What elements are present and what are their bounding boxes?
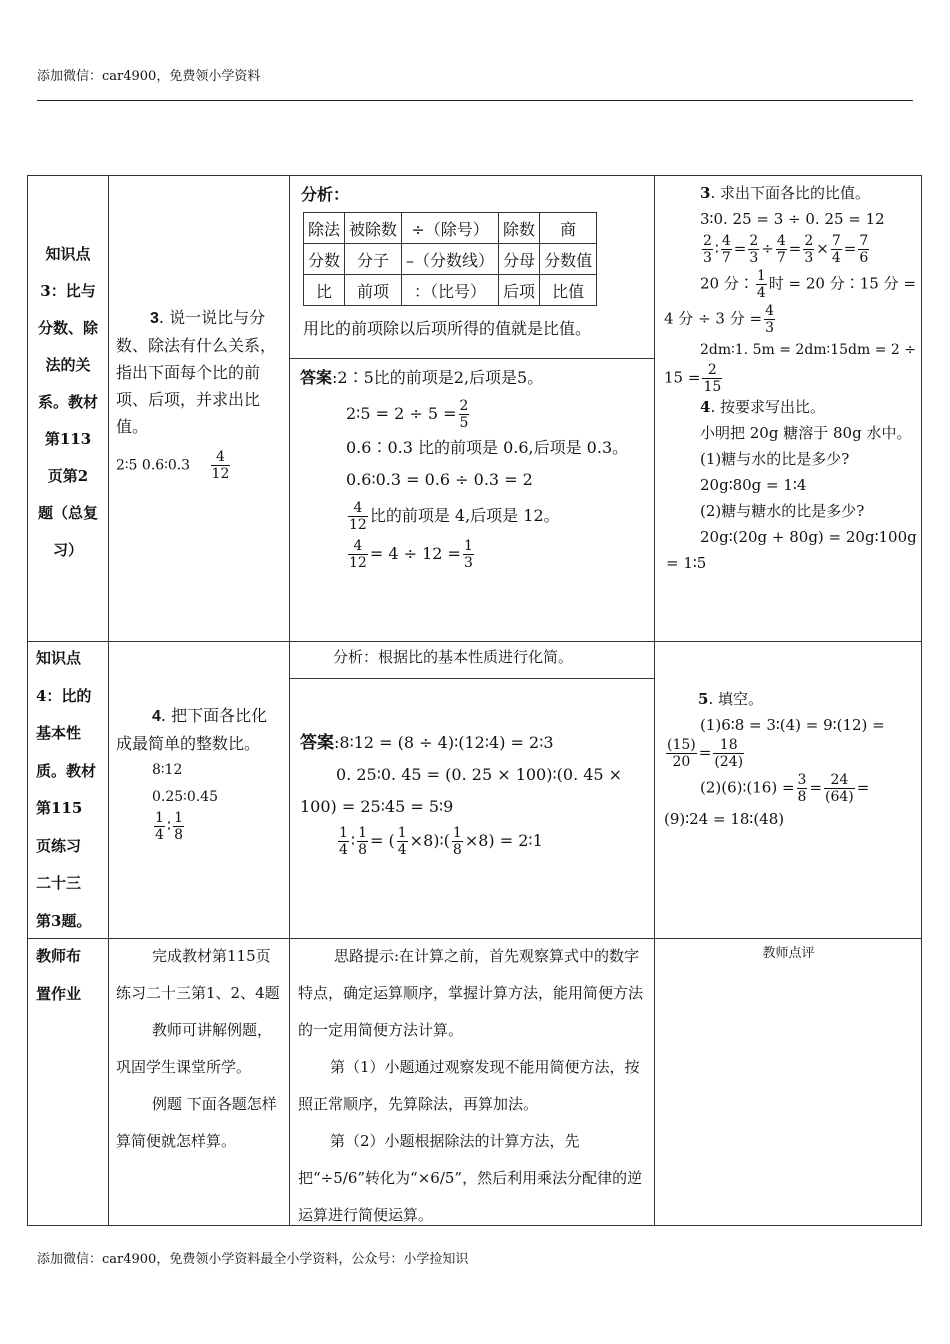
answer-3: 答案:2∶5比的前项是2,后项是5。 2∶5 = 2 ÷ 5 = $\frac{2}{5}$ 0.6∶0.3 比的前项是 0.6,后项是 0.3。 0.6∶0.3 = 0.6 ÷ 0.3 = 2 $\frac{4}{12}$ 比的前项是 4,后项是 12。 $\frac{4}{12}$ = 4 ÷ 12 = $\frac{1}{3}$ xyxy=(300,368,629,571)
col-divider-3 xyxy=(654,176,655,1225)
row-divider-1 xyxy=(28,641,921,642)
fraction: $\frac{2}{5}$ xyxy=(459,398,469,431)
answer-4: 答案:8∶12 = (8 ÷ 4)∶(12∶4) = 2∶3 0. 25∶0. 45 = (0. 25 × 100)∶(0. 45 × 100) = 25∶45 = 5∶9 $\frac{1}{4}$ ∶ $\frac{1}{8}$ = ( $\frac{1}{4}$ ×8)∶( $\frac{1}{8}$ ×8) = 2∶1 xyxy=(300,733,623,858)
teacher-evaluation: 教师点评 xyxy=(762,946,815,961)
sub-divider-2 xyxy=(289,678,654,679)
thinking-hints: 思路提示:在计算之前，首先观察算式中的数字特点，确定运算顺序，掌握计算方法，能用简便方法的一定用简便方法计算。 第（1）小题通过观察发现不能用简便方法，按照正常顺序，先算除法，再算加法。 第（2）小题根据除法的计算方法，先把“÷5/6”转化为“×6/5”，然后利用乘法分配律的逆运算进行简便运算。 xyxy=(298,947,644,1224)
knowledge-point-3: 知识点 3：比与 分数、除 法的关 系。教材 第113 页第2 题（总复 习） xyxy=(37,245,98,559)
knowledge-point-4: 知识点 4：比的 基本性 质。教材 第115 页练习 二十三 第3题。 xyxy=(36,649,97,930)
fraction: $\frac{4}{12}$ xyxy=(211,449,230,482)
col-divider-1 xyxy=(108,176,109,1225)
analysis-note: 用比的前项除以后项所得的值就是比值。 xyxy=(303,319,592,338)
analysis-4: 分析：根据比的基本性质进行化简。 xyxy=(333,648,574,666)
fraction: $\frac{1}{3}$ xyxy=(463,538,473,571)
question-3: 3. 说一说比与分数、除法有什么关系，指出下面每个比的前项、后项，并求出比值。 2∶5 0.6∶0.3 $\frac{4}{12}$ xyxy=(116,308,277,482)
homework-assignment: 完成教材第115页练习二十三第1、2、4题 教师可讲解例题，巩固学生课堂所学。 例题 下面各题怎样算简便就怎样算。 xyxy=(116,947,280,1150)
page-footer: 添加微信：car4900，免费领小学资料最全小学资料，公众号：小学捡知识 xyxy=(37,1252,469,1267)
header-divider xyxy=(37,100,913,101)
analysis-3: 分析： 除法 被除数 ÷（除号） 除数 商 分数 分子 –（分数线） 分母 分数值 比 前项 ：（比号） 后项 比值 用比的前项除以后项所得的值就是比值。 xyxy=(289,176,654,358)
fraction: $\frac{4}{12}$ xyxy=(349,500,367,533)
page-header: 添加微信：car4900，免费领小学资料 xyxy=(37,69,261,84)
fraction: $\frac{4}{12}$ xyxy=(349,538,367,571)
sub-divider-1 xyxy=(289,358,654,359)
question-4: 4. 把下面各比化成最简单的整数比。 8∶12 0.25∶0.45 $\frac{1}{4}$ ∶ $\frac{1}{8}$ xyxy=(116,706,268,843)
homework-label: 教师布 置作业 xyxy=(36,947,82,1003)
lesson-table xyxy=(27,175,922,1226)
practice-5: 5. 填空。 (1)6∶8 = 3∶(4) = 9∶(12) = $\frac{(15)}{20}$ = $\frac{18}{(24)}$ (2)(6)∶(16) = $\frac{3}{8}$ = $\frac{24}{(64)}$ = (9)∶24 = 18∶(48) xyxy=(664,690,885,828)
practice-3: 3. 求出下面各比的比值。 3∶0. 25 = 3 ÷ 0. 25 = 12 $\frac{2}{3}$ ∶ $\frac{4}{7}$ = $\frac{2}{3}$ ÷ $\frac{4}{7}$ = $\frac{2}{3}$ × $\frac{7}{4}$ = $\frac{7}{6}$ 20 分∶ $\frac{1}{4}$ 时 = 20 分∶15 分 = 4 分 ÷ 3 分 = $\frac{4}{3}$ 2dm∶1. 5m = 2dm∶15dm = 2 ÷ 15 = $\frac{2}{15}$ 4. 按要求写出比。 小明把 20g 糖溶于 80g 水中。 (1)糖与水的比是多少? 20g∶80g = 1∶4 (2)糖与糖水的比是多少? 20g∶(20g + 80g) = 20g∶100g = 1∶5 xyxy=(664,184,917,572)
relation-table: 除法 被除数 ÷（除号） 除数 商 分数 分子 –（分数线） 分母 分数值 比 前项 ：（比号） 后项 比值 xyxy=(303,212,597,306)
